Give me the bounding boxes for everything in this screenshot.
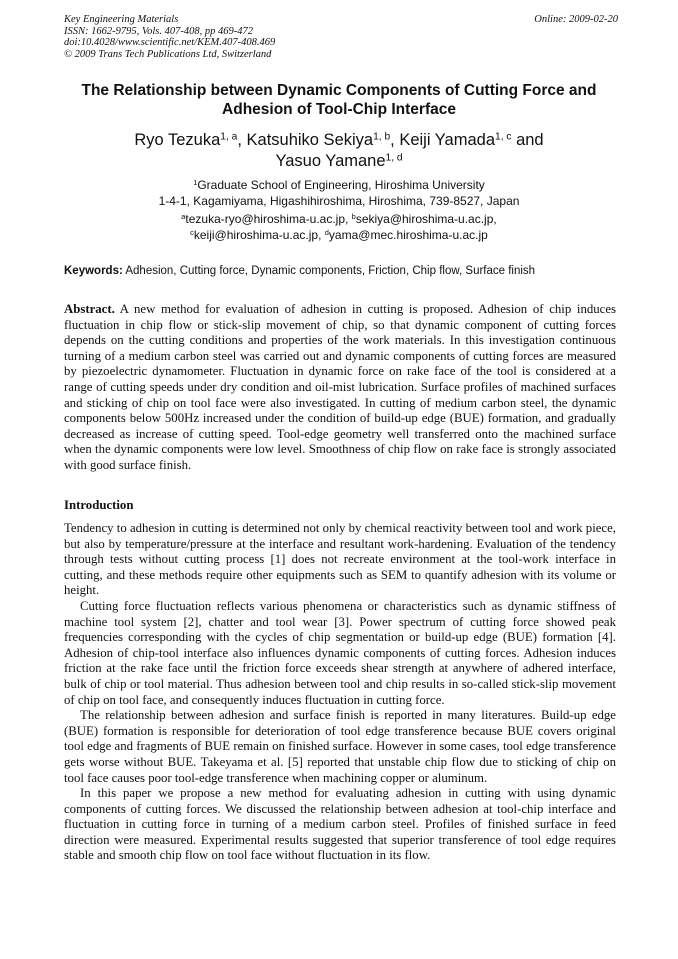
author-name: Katsuhiko Sekiya bbox=[246, 131, 374, 149]
author-name: Keiji Yamada bbox=[399, 131, 496, 149]
affiliation-superscript: 1 bbox=[193, 177, 198, 187]
paper-title bbox=[40, 81, 638, 119]
affiliation-address: 1-4-1, Kagamiyama, Higashihiroshima, Hiroshima, 739-8527, Japan bbox=[158, 194, 520, 208]
intro-paragraph: The relationship between adhesion and surface finish is reported in many literatures. Build-up edge (BUE) formation is responsible for deterioration of tool edge transference because BUE covers original tool edge and fragments of BUE remain on finished surface. However in some cases, tool edge transference gets worse without BUE. Takeyama et al. [5] reported that unstable chip flow due to sticking of chip on tool face causes poor tool-edge transference when machining copper or aluminum. bbox=[64, 708, 616, 785]
email-address[interactable]: keiji@hiroshima-u.ac.jp, bbox=[193, 228, 325, 242]
abstract-text: A new method for evaluation of adhesion in cutting is proposed. Adhesion of chip induces fluctuation in chip flow or stick-slip movement of chip, so that dynamic component of cutting forces depends on the cutting conditions and properties of the work materials. In this investigation continuous turning of a medium carbon steel was carried out and dynamic components of cutting forces are measured by piezoelectric dynamometer. Fluctuation in dynamic force on rake face of the tool is considered at a range of cutting speeds under dry condition and oil-mist lubrication. Surface profiles of machined surfaces and sticking of chip on tool face were also investigated. In cutting of medium carbon steel, the dynamic components below 500Hz increased under the condition of build-up edge (BUE) formation, and gradually decreased as increase of cutting speed. Tool-edge geometry well transferred onto the machined surface when the dynamic components were low level. Smoothness of chip flow on rake face is strongly associated with good surface finish. bbox=[64, 302, 616, 472]
author-superscript: 1, a bbox=[220, 131, 238, 143]
email-superscript: a bbox=[181, 211, 186, 221]
author-superscript: 1, d bbox=[385, 152, 403, 164]
introduction-body bbox=[64, 521, 616, 864]
author-emails bbox=[40, 211, 638, 243]
affiliation-institution: Graduate School of Engineering, Hiroshima University bbox=[197, 178, 485, 192]
email-superscript: b bbox=[351, 211, 356, 221]
title-line-2: Adhesion of Tool-Chip Interface bbox=[222, 101, 456, 118]
author-superscript: 1, c bbox=[495, 131, 512, 143]
keywords-label: Keywords: bbox=[64, 265, 123, 277]
email-line-2 bbox=[40, 227, 638, 243]
email-superscript: d bbox=[324, 227, 329, 237]
abstract bbox=[64, 302, 616, 474]
author-name: Ryo Tezuka bbox=[134, 131, 221, 149]
affiliation-line-1 bbox=[40, 177, 638, 193]
intro-paragraph: In this paper we propose a new method for evaluating adhesion in cutting with using dynamic components of cutting forces. We discussed the relationship between adhesion at tool-chip interface and fluctuation in cutting force in turning of a medium carbon steel. Profiles of finished surface in feed direction were measured. Experimental results suggested that superior transference of tool edge requires stable and smooth chip flow on tool face without fluctuation in its flow. bbox=[64, 786, 616, 863]
keywords-text: Adhesion, Cutting force, Dynamic components, Friction, Chip flow, Surface finish bbox=[122, 265, 536, 277]
email-superscript: c bbox=[190, 227, 194, 237]
intro-paragraph: Tendency to adhesion in cutting is determined not only by chemical reactivity between tool and work piece, but also by temperature/pressure at the interface and resultant work-hardening. Evaluation of the tendency through tests without cutting process [1] does not recreate environment at the tool-work interface in cutting, and these methods require other equipments such as SEM to quantify adhesion with its volume or height. bbox=[64, 521, 616, 598]
abstract-label: Abstract. bbox=[64, 302, 115, 316]
introduction-heading: Introduction bbox=[64, 498, 134, 512]
copyright-line: © 2009 Trans Tech Publications Ltd, Switzerland bbox=[64, 48, 272, 60]
email-address[interactable]: tezuka-ryo@hiroshima-u.ac.jp, bbox=[185, 212, 352, 226]
author-line-1 bbox=[40, 130, 638, 151]
email-address[interactable]: sekiya@hiroshima-u.ac.jp, bbox=[355, 212, 497, 226]
title-line-1: The Relationship between Dynamic Components of Cutting Force and bbox=[81, 82, 597, 99]
email-address[interactable]: yama@mec.hiroshima-u.ac.jp bbox=[328, 228, 488, 242]
author-list bbox=[40, 130, 638, 172]
doi-line: doi:10.4028/www.scientific.net/KEM.407-408.469 bbox=[64, 37, 276, 48]
journal-name: Key Engineering Materials bbox=[64, 14, 179, 25]
author-superscript: 1, b bbox=[373, 131, 391, 143]
author-separator: and bbox=[511, 131, 544, 149]
author-separator: , bbox=[237, 131, 247, 149]
author-separator: , bbox=[390, 131, 400, 149]
intro-paragraph: Cutting force fluctuation reflects various phenomena or characteristics such as dynamic stiffness of machine tool system [2], chatter and tool wear [3]. Power spectrum of cutting force showed peak frequencies corresponding with the cycles of chip segmentation or build-up edge (BUE) formation [4]. Adhesion of chip-tool interface also influences dynamic components of cutting forces. Adhesion induces friction at the rake face until the friction force exceeds shear strength at anywhere of adhered interface, bulk of chip or tool material. Thus adhesion between tool and chip results in so-called stick-slip movement of chip on tool face, and consequently induces fluctuation in cutting force. bbox=[64, 598, 616, 707]
author-line-2 bbox=[40, 151, 638, 172]
keywords bbox=[64, 264, 618, 279]
journal-header bbox=[64, 14, 618, 60]
email-line-1 bbox=[40, 211, 638, 227]
author-name: Yasuo Yamane bbox=[275, 152, 386, 170]
affiliation bbox=[40, 177, 638, 209]
online-date: Online: 2009-02-20 bbox=[534, 14, 618, 25]
issn-line: ISSN: 1662-9795, Vols. 407-408, pp 469-472 bbox=[64, 25, 253, 37]
